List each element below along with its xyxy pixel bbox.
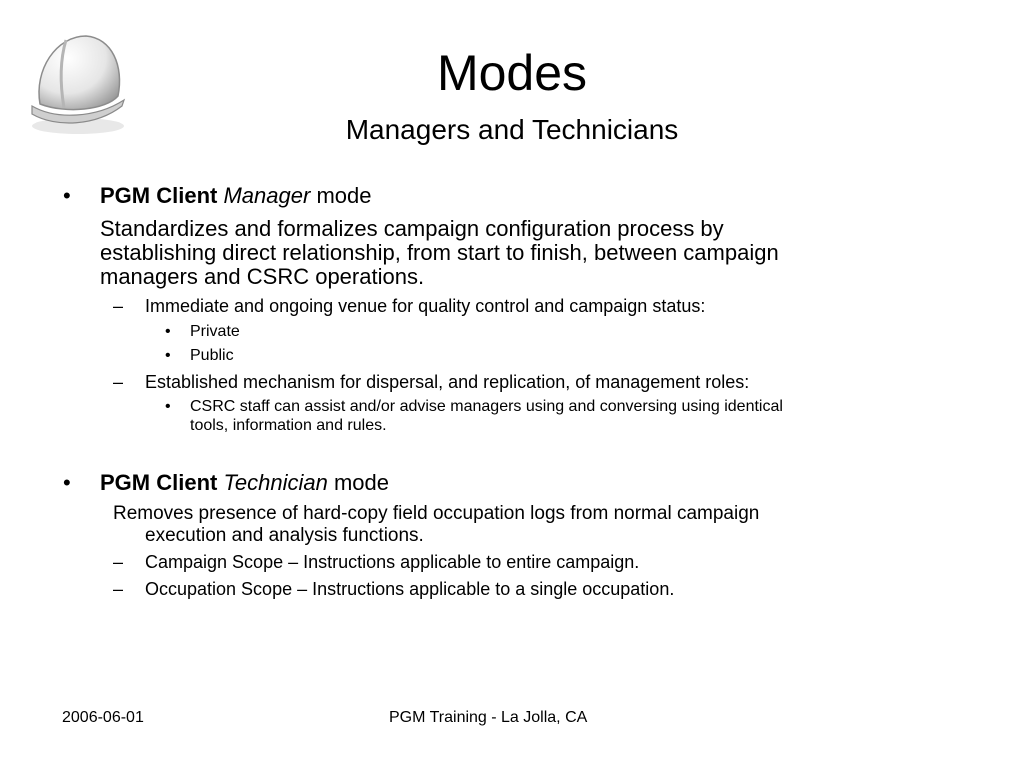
- dash-bullet: –: [113, 579, 124, 599]
- technician-mode-rest: mode: [333, 470, 390, 495]
- slide-subtitle: Managers and Technicians: [345, 114, 679, 145]
- manager-mode-italic: Manager: [223, 183, 311, 208]
- technician-body-line-2: execution and analysis functions.: [145, 525, 424, 546]
- manager-mode-rest: mode: [316, 183, 372, 208]
- bullet-dot: •: [165, 347, 171, 364]
- manager-sub-2-item-1-text: CSRC staff can assist and/or advise managers using and conversing using identical: [190, 398, 783, 415]
- bullet-dot: •: [63, 470, 71, 495]
- technician-mode-italic: Technician: [223, 470, 328, 495]
- slide-title: Modes: [436, 45, 588, 101]
- technician-mode-bold: PGM Client: [100, 470, 218, 495]
- technician-sub-2-text: Occupation Scope – Instructions applicable to a single occupation.: [145, 579, 675, 599]
- technician-body-line-1: Removes presence of hard-copy field occupation logs from normal campaign: [113, 503, 760, 524]
- dash-bullet: –: [113, 552, 124, 572]
- manager-sub-1-item-1-text: Private: [190, 323, 240, 340]
- dash-bullet: –: [113, 372, 124, 392]
- footer-center: PGM Training - La Jolla, CA: [389, 709, 588, 726]
- manager-sub-1-text: Immediate and ongoing venue for quality control and campaign status:: [145, 296, 706, 316]
- manager-sub-1-item-2-text: Public: [190, 347, 234, 364]
- manager-sub-2-text: Established mechanism for dispersal, and replication, of management roles:: [145, 372, 750, 392]
- footer-date: 2006-06-01: [62, 709, 144, 726]
- bullet-dot: •: [63, 183, 71, 208]
- dash-bullet: –: [113, 296, 124, 316]
- manager-mode-bold: PGM Client: [100, 183, 218, 208]
- manager-sub-2-item-1-cont: tools, information and rules.: [190, 417, 387, 434]
- manager-body-line-1: Standardizes and formalizes campaign configuration process by: [100, 216, 724, 241]
- technician-sub-1-text: Campaign Scope – Instructions applicable to entire campaign.: [145, 552, 640, 572]
- bullet-dot: •: [165, 323, 171, 340]
- manager-body-line-3: managers and CSRC operations.: [100, 264, 425, 289]
- bullet-dot: •: [165, 398, 171, 415]
- manager-body-line-2: establishing direct relationship, from start to finish, between campaign: [100, 240, 779, 265]
